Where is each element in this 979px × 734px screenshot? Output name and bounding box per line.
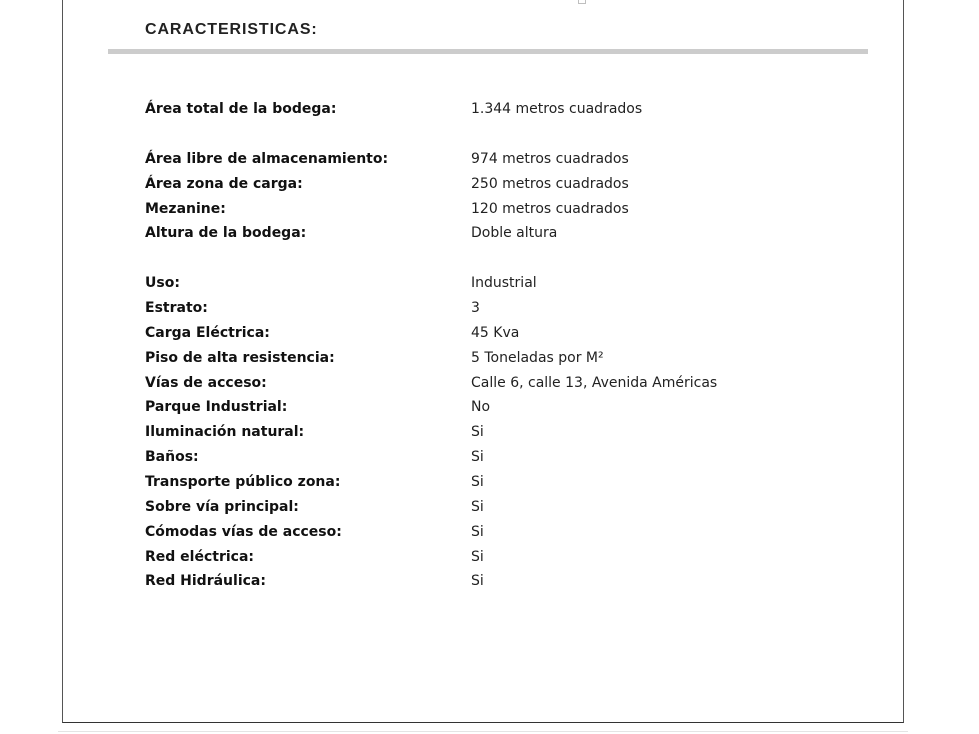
spec-label: Vías de acceso:	[145, 374, 267, 391]
spec-row	[145, 148, 845, 173]
spec-label: Transporte público zona:	[145, 473, 341, 490]
spec-value: 250 metros cuadrados	[471, 175, 629, 192]
spec-row	[145, 272, 845, 297]
spec-row	[145, 546, 845, 571]
spec-row	[145, 570, 845, 595]
spec-row	[145, 198, 845, 223]
spec-row	[145, 421, 845, 446]
spec-label: Área zona de carga:	[145, 175, 303, 192]
spec-row	[145, 322, 845, 347]
spec-value: Si	[471, 548, 484, 565]
spec-row	[145, 396, 845, 421]
spec-value: 5 Toneladas por M²	[471, 349, 604, 366]
spec-value: 3	[471, 300, 480, 317]
spec-label: Carga Eléctrica:	[145, 324, 270, 341]
spec-value: Si	[471, 473, 484, 490]
frame-shadow	[58, 725, 908, 732]
spec-row	[145, 297, 845, 322]
spec-value: 974 metros cuadrados	[471, 150, 629, 167]
spec-row	[145, 98, 845, 123]
spec-row	[145, 173, 845, 198]
specs-list	[145, 98, 845, 595]
spec-label: Mezanine:	[145, 200, 226, 217]
spec-label: Sobre vía principal:	[145, 498, 299, 515]
spec-label: Red Hidráulica:	[145, 573, 266, 590]
spec-label: Red eléctrica:	[145, 548, 254, 565]
spec-label: Área total de la bodega:	[145, 101, 337, 117]
spec-row	[145, 222, 845, 247]
spec-value: Doble altura	[471, 225, 558, 242]
spec-value: Si	[471, 498, 484, 515]
title-divider	[108, 49, 868, 54]
spec-label: Baños:	[145, 449, 199, 466]
spec-label: Piso de alta resistencia:	[145, 349, 335, 366]
spec-row	[145, 372, 845, 397]
spec-label: Uso:	[145, 275, 180, 292]
spec-value: Calle 6, calle 13, Avenida Américas	[471, 374, 718, 391]
spec-row	[145, 446, 845, 471]
spec-value: 120 metros cuadrados	[471, 200, 629, 217]
spec-value: Si	[471, 523, 484, 540]
spec-label: Área libre de almacenamiento:	[145, 150, 389, 167]
checkbox-marker	[578, 0, 586, 4]
spec-row	[145, 521, 845, 546]
spec-value: No	[471, 399, 491, 416]
spec-value: Si	[471, 424, 484, 441]
spec-label: Parque Industrial:	[145, 399, 288, 416]
spec-value: Si	[471, 573, 484, 590]
section-title: CARACTERISTICAS:	[145, 21, 318, 38]
spec-value: Si	[471, 449, 484, 466]
spec-row	[145, 471, 845, 496]
spec-label: Altura de la bodega:	[145, 225, 307, 242]
spec-value: 1.344 metros cuadrados	[471, 101, 643, 117]
spec-value: Industrial	[471, 275, 537, 292]
spec-value: 45 Kva	[471, 324, 520, 341]
spec-label: Iluminación natural:	[145, 424, 305, 441]
spec-label: Estrato:	[145, 300, 208, 317]
spec-row	[145, 347, 845, 372]
spec-label: Cómodas vías de acceso:	[145, 523, 342, 540]
spec-row	[145, 496, 845, 521]
